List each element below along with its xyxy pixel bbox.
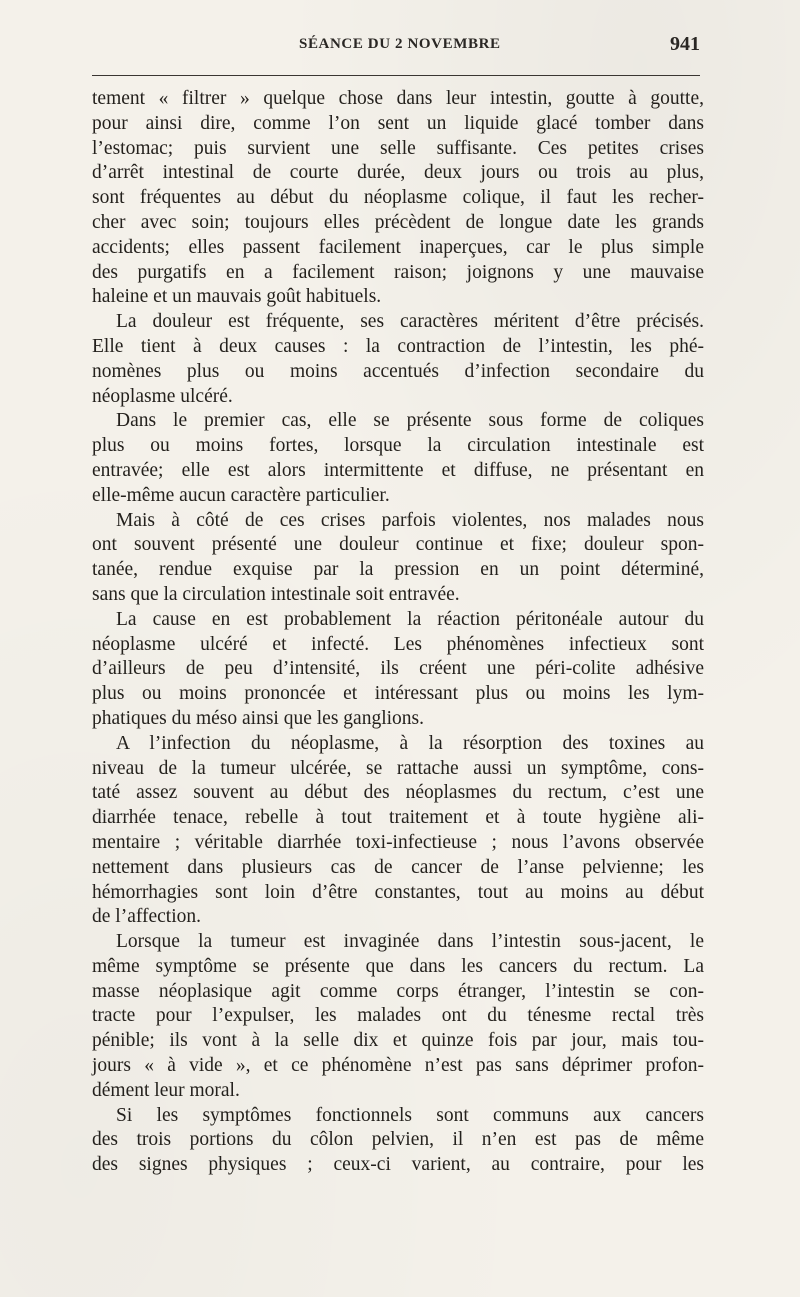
- text-line: jours « à vide », et ce phénomène n’est pas sans déprimer profon-: [92, 1055, 704, 1077]
- body-text: [92, 87, 704, 1178]
- text-line: d’arrêt intestinal de courte durée, deux jours ou trois au plus,: [92, 162, 704, 184]
- text-line: plus ou moins fortes, lorsque la circulation intestinale est: [92, 435, 704, 457]
- text-line: d’ailleurs de peu d’intensité, ils créent une péri-colite adhésive: [92, 658, 704, 680]
- paragraph: [92, 409, 704, 508]
- page-header: [92, 33, 700, 58]
- page-number: 941: [670, 33, 700, 55]
- text-line: phatiques du méso ainsi que les ganglions.: [92, 707, 424, 729]
- text-line: elle-même aucun caractère particulier.: [92, 484, 390, 506]
- paragraph: [92, 930, 704, 1104]
- paragraph: [92, 87, 704, 310]
- text-line: La douleur est fréquente, ses caractères méritent d’être précisés.: [116, 311, 704, 333]
- text-line: dément leur moral.: [92, 1079, 240, 1101]
- text-line: tracte pour l’expulser, les malades ont du ténesme rectal très: [92, 1005, 704, 1027]
- text-line: Elle tient à deux causes : la contraction de l’intestin, les phé-: [92, 335, 704, 357]
- text-line: hémorrhagies sont loin d’être constantes, tout au moins au début: [92, 881, 704, 903]
- text-line: néoplasme ulcéré et infecté. Les phénomènes infectieux sont: [92, 633, 704, 655]
- text-line: sans que la circulation intestinale soit entravée.: [92, 583, 460, 605]
- text-line: accidents; elles passent facilement inaperçues, car le plus simple: [92, 236, 704, 258]
- text-line: pour ainsi dire, comme l’on sent un liquide glacé tomber dans: [92, 112, 704, 134]
- running-head: SÉANCE DU 2 NOVEMBRE: [299, 36, 501, 52]
- text-line: mentaire ; véritable diarrhée toxi-infectieuse ; nous l’avons observée: [92, 831, 704, 853]
- text-line: taté assez souvent au début des néoplasmes du rectum, c’est une: [92, 782, 704, 804]
- text-line: ont souvent présenté une douleur continue et fixe; douleur spon-: [92, 534, 704, 556]
- text-line: des signes physiques ; ceux-ci varient, au contraire, pour les: [92, 1154, 704, 1176]
- text-line: l’estomac; puis survient une selle suffisante. Ces petites crises: [92, 137, 704, 159]
- text-line: La cause en est probablement la réaction péritonéale autour du: [116, 608, 704, 630]
- text-line: diarrhée tenace, rebelle à tout traitement et à toute hygiène ali-: [92, 807, 704, 829]
- text-line: cher avec soin; toujours elles précèdent de longue date les grands: [92, 211, 704, 233]
- text-line: de l’affection.: [92, 906, 202, 928]
- paragraph: [92, 608, 704, 732]
- text-line: Mais à côté de ces crises parfois violentes, nos malades nous: [116, 509, 704, 531]
- text-line: pénible; ils vont à la selle dix et quinze fois par jour, mais tou-: [92, 1030, 704, 1052]
- text-line: plus ou moins prononcée et intéressant plus ou moins les lym-: [92, 683, 704, 705]
- text-line: masse néoplasique agit comme corps étranger, l’intestin se con-: [92, 980, 704, 1002]
- text-line: néoplasme ulcéré.: [92, 385, 233, 407]
- text-line: nomènes plus ou moins accentués d’infection secondaire du: [92, 360, 704, 382]
- text-line: tanée, rendue exquise par la pression en un point déterminé,: [92, 559, 704, 581]
- text-line: Si les symptômes fonctionnels sont communs aux cancers: [116, 1104, 704, 1126]
- text-line: des trois portions du côlon pelvien, il n’en est pas de même: [92, 1129, 704, 1151]
- text-line: A l’infection du néoplasme, à la résorption des toxines au: [116, 732, 704, 754]
- text-line: Dans le premier cas, elle se présente sous forme de coliques: [116, 410, 704, 432]
- text-line: niveau de la tumeur ulcérée, se rattache aussi un symptôme, cons-: [92, 757, 704, 779]
- paragraph: [92, 310, 704, 409]
- paragraph: [92, 509, 704, 608]
- text-line: haleine et un mauvais goût habituels.: [92, 286, 382, 308]
- paragraph: [92, 732, 704, 930]
- text-line: même symptôme se présente que dans les cancers du rectum. La: [92, 955, 704, 977]
- paragraph: [92, 1104, 704, 1178]
- text-line: des purgatifs en a facilement raison; joignons y une mauvaise: [92, 261, 704, 283]
- text-line: nettement dans plusieurs cas de cancer de l’anse pelvienne; les: [92, 856, 704, 878]
- text-line: entravée; elle est alors intermittente et diffuse, ne présentant en: [92, 459, 704, 481]
- text-line: Lorsque la tumeur est invaginée dans l’intestin sous-jacent, le: [116, 931, 704, 953]
- text-line: tement « filtrer » quelque chose dans leur intestin, goutte à goutte,: [92, 88, 704, 109]
- text-line: sont fréquentes au début du néoplasme colique, il faut les recher-: [92, 187, 704, 209]
- header-rule: [92, 75, 700, 76]
